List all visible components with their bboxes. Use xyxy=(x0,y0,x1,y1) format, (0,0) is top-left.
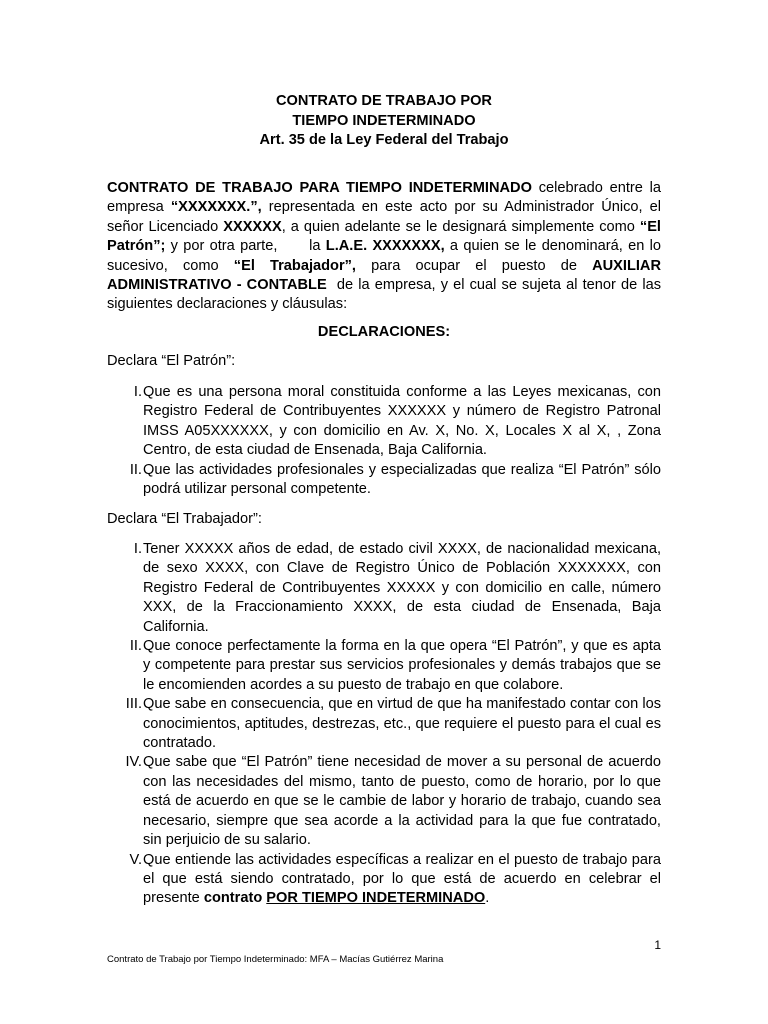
intro-text: celebrado entre la empresa xyxy=(107,180,661,216)
item-number: I. xyxy=(133,541,142,557)
title-line-3: Art. 35 de la Ley Federal del Trabajo xyxy=(259,132,509,148)
document-title xyxy=(0,92,768,151)
list-item xyxy=(107,540,661,637)
item-text: Que sabe en consecuencia, que en virtud de que ha manifestado contar con los conocimientos, aptitudes, destrezas, etc., que requiere el puesto para el cual es contratado. xyxy=(143,696,661,752)
item-number: I. xyxy=(133,384,142,400)
trabajador-label: Declara “El Trabajador”: xyxy=(107,511,262,527)
intro-text: de la empresa, y el cual se sujeta al tenor de las siguientes declaraciones y cláusulas: xyxy=(107,277,666,313)
item-text-bold: contrato xyxy=(203,890,263,907)
item-text: Tener XXXXX años de edad, de estado civil XXXX, de nacionalidad mexicana, de sexo XXXX, con Clave de Registro Único de Población XXXXXXX, con Registro Federal de Contribuyentes XXXXX y con domicilio en calle, número XXX, de la Fraccionamiento XXXX, de esta ciudad de Ensenada, Baja California. xyxy=(143,541,661,635)
title-line-2: TIEMPO INDETERMINADO xyxy=(292,112,476,129)
item-text-bold-underline: POR TIEMPO INDETERMINADO xyxy=(266,890,486,907)
item-number: II. xyxy=(129,638,142,655)
list-item xyxy=(107,637,661,695)
list-item xyxy=(107,695,661,753)
patron-label: Declara “El Patrón”: xyxy=(107,353,236,369)
item-number: III. xyxy=(125,696,142,713)
intro-company: “XXXXXXX.”, xyxy=(170,199,262,216)
intro-text: , a quien adelante se le designará simplemente como xyxy=(281,218,640,235)
item-text: Que es una persona moral constituida conforme a las Leyes mexicanas, con Registro Federal de Contribuyentes XXXXXX y número de Registro Patronal IMSS A05XXXXXX, y con domicilio en Av. X, No. X, Locales X al X, , Zona Centro, de esta ciudad de Ensenada, Baja California. xyxy=(143,384,661,459)
intro-paragraph xyxy=(107,179,666,315)
list-item xyxy=(107,753,661,850)
intro-text: y por otra parte, la xyxy=(165,238,326,255)
intro-text: a quien se le denominará, en lo sucesivo, como xyxy=(107,238,661,274)
page-number: 1 xyxy=(654,938,661,952)
intro-contract-name: CONTRATO DE TRABAJO PARA TIEMPO INDETERMINADO xyxy=(107,180,532,196)
list-item xyxy=(107,851,661,909)
intro-lae: L.A.E. XXXXXXX, xyxy=(325,238,445,255)
intro-text: para ocupar el puesto de xyxy=(356,257,593,274)
title-line-1: CONTRATO DE TRABAJO POR xyxy=(276,93,492,109)
item-number: IV. xyxy=(125,754,142,771)
intro-licenciado: XXXXXX xyxy=(223,218,282,235)
trabajador-declarations xyxy=(107,540,661,909)
item-text: Que entiende las actividades específicas a realizar en el puesto de trabajo para el que está siendo contratado, por lo que está de acuerdo en celebrar el presente xyxy=(143,851,661,907)
list-item xyxy=(107,383,661,461)
item-number: II. xyxy=(129,461,142,478)
patron-declarations xyxy=(107,383,661,499)
intro-trabajador: “El Trabajador”, xyxy=(233,257,356,274)
intro-text: representada en este acto por su Administrador Único, el señor Licenciado xyxy=(107,199,661,235)
item-number: V. xyxy=(129,851,142,868)
declaraciones-heading: DECLARACIONES: xyxy=(317,324,451,340)
page-footer: Contrato de Trabajo por Tiempo Indeterminado: MFA – Macías Gutiérrez Marina xyxy=(107,954,444,965)
item-text: Que las actividades profesionales y especializadas que realiza “El Patrón” sólo podrá utilizar personal competente. xyxy=(143,461,661,498)
item-text: . xyxy=(485,890,490,907)
item-text: Que sabe que “El Patrón” tiene necesidad de mover a su personal de acuerdo con las necesidades del mismo, tanto de puesto, como de horario, por lo que está de acuerdo en que se le cambie de labor y horario de trabajo, cuando sea necesario, siempre que sea acorde a la actividad para la que fue contratado, sin perjuicio de su salario. xyxy=(143,754,661,849)
intro-patron: “El Patrón”; xyxy=(107,218,661,255)
list-item xyxy=(107,461,661,500)
intro-puesto: AUXILIAR ADMINISTRATIVO - CONTABLE xyxy=(107,257,661,294)
item-text: Que conoce perfectamente la forma en la que opera “El Patrón”, y que es apta y competente para prestar sus servicios profesionales y demás trabajos que se le encomienden acordes a su puesto de trabajo en que colabore. xyxy=(143,638,661,693)
